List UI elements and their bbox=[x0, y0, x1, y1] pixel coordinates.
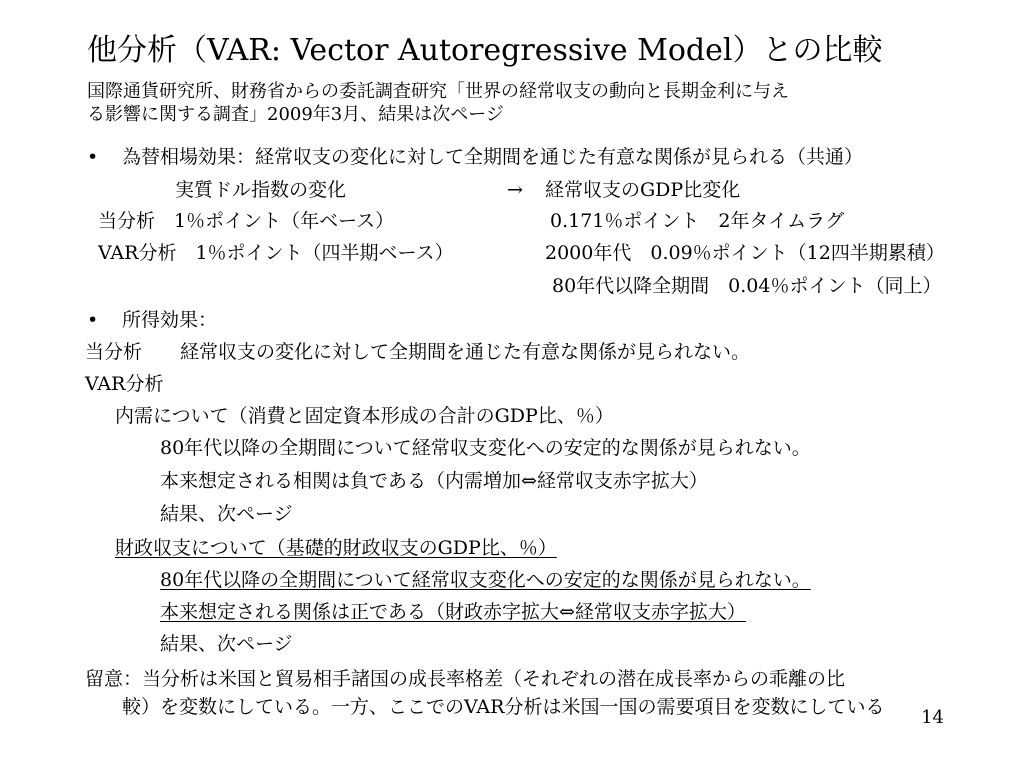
domestic-demand-line: 結果、次ページ bbox=[160, 503, 293, 525]
note-line-1: 留意：当分析は米国と貿易相手諸国の成長率格差（それぞれの潜在成長率からの乖離の比 bbox=[85, 668, 846, 690]
fx-row-right: 80年代以降全期間 0.04％ポイント（同上） bbox=[552, 275, 942, 297]
domestic-demand-heading: 内需について（消費と固定資本形成の合計のGDP比、％） bbox=[115, 405, 614, 427]
fx-left-header: 実質ドル指数の変化 bbox=[175, 179, 347, 201]
note-line-2: 較）を変数にしている。一方、ここでのVAR分析は米国一国の需要項目を変数にしている bbox=[122, 696, 885, 718]
subtitle-line-2: る影響に関する調査」2009年3月、結果は次ページ bbox=[87, 104, 504, 125]
bullet-marker: • bbox=[87, 309, 99, 331]
slide-title: 他分析（VAR: Vector Autoregressive Model）との比較 bbox=[87, 33, 883, 68]
subtitle-line-1: 国際通貨研究所、財務省からの委託調査研究「世界の経常収支の動向と長期金利に与え bbox=[87, 81, 789, 102]
fx-right-header: 経常収支のGDP比変化 bbox=[545, 179, 741, 201]
fx-arrow: → bbox=[507, 179, 523, 201]
fx-row-left: VAR分析 1％ポイント（四半期ベース） bbox=[98, 242, 454, 264]
fx-row-right: 0.171％ポイント 2年タイムラグ bbox=[550, 210, 845, 232]
domestic-demand-line: 本来想定される相関は負である（内需増加⇔経常収支赤字拡大） bbox=[160, 470, 708, 492]
fiscal-balance-line: 80年代以降の全期間について経常収支変化への安定的な関係が見られない。 bbox=[160, 569, 811, 591]
fx-effect-heading: 為替相場効果：経常収支の変化に対して全期間を通じた有意な関係が見られる（共通） bbox=[122, 146, 864, 168]
domestic-demand-line: 80年代以降の全期間について経常収支変化への安定的な関係が見られない。 bbox=[160, 437, 811, 459]
fiscal-balance-line: 結果、次ページ bbox=[160, 633, 293, 655]
fiscal-balance-line: 本来想定される関係は正である（財政赤字拡大⇔経常収支赤字拡大） bbox=[160, 601, 746, 623]
this-analysis-line: 当分析 経常収支の変化に対して全期間を通じた有意な関係が見られない。 bbox=[85, 341, 751, 363]
fx-row-left: 当分析 1％ポイント（年ベース） bbox=[98, 210, 395, 232]
bullet-marker: • bbox=[87, 146, 99, 168]
income-effect-heading: 所得効果： bbox=[122, 309, 218, 331]
var-analysis-label: VAR分析 bbox=[85, 373, 164, 395]
fiscal-balance-heading: 財政収支について（基礎的財政収支のGDP比、％） bbox=[115, 537, 557, 559]
page-number: 14 bbox=[921, 707, 944, 728]
fx-row-right: 2000年代 0.09％ポイント（12四半期累積） bbox=[545, 242, 945, 264]
